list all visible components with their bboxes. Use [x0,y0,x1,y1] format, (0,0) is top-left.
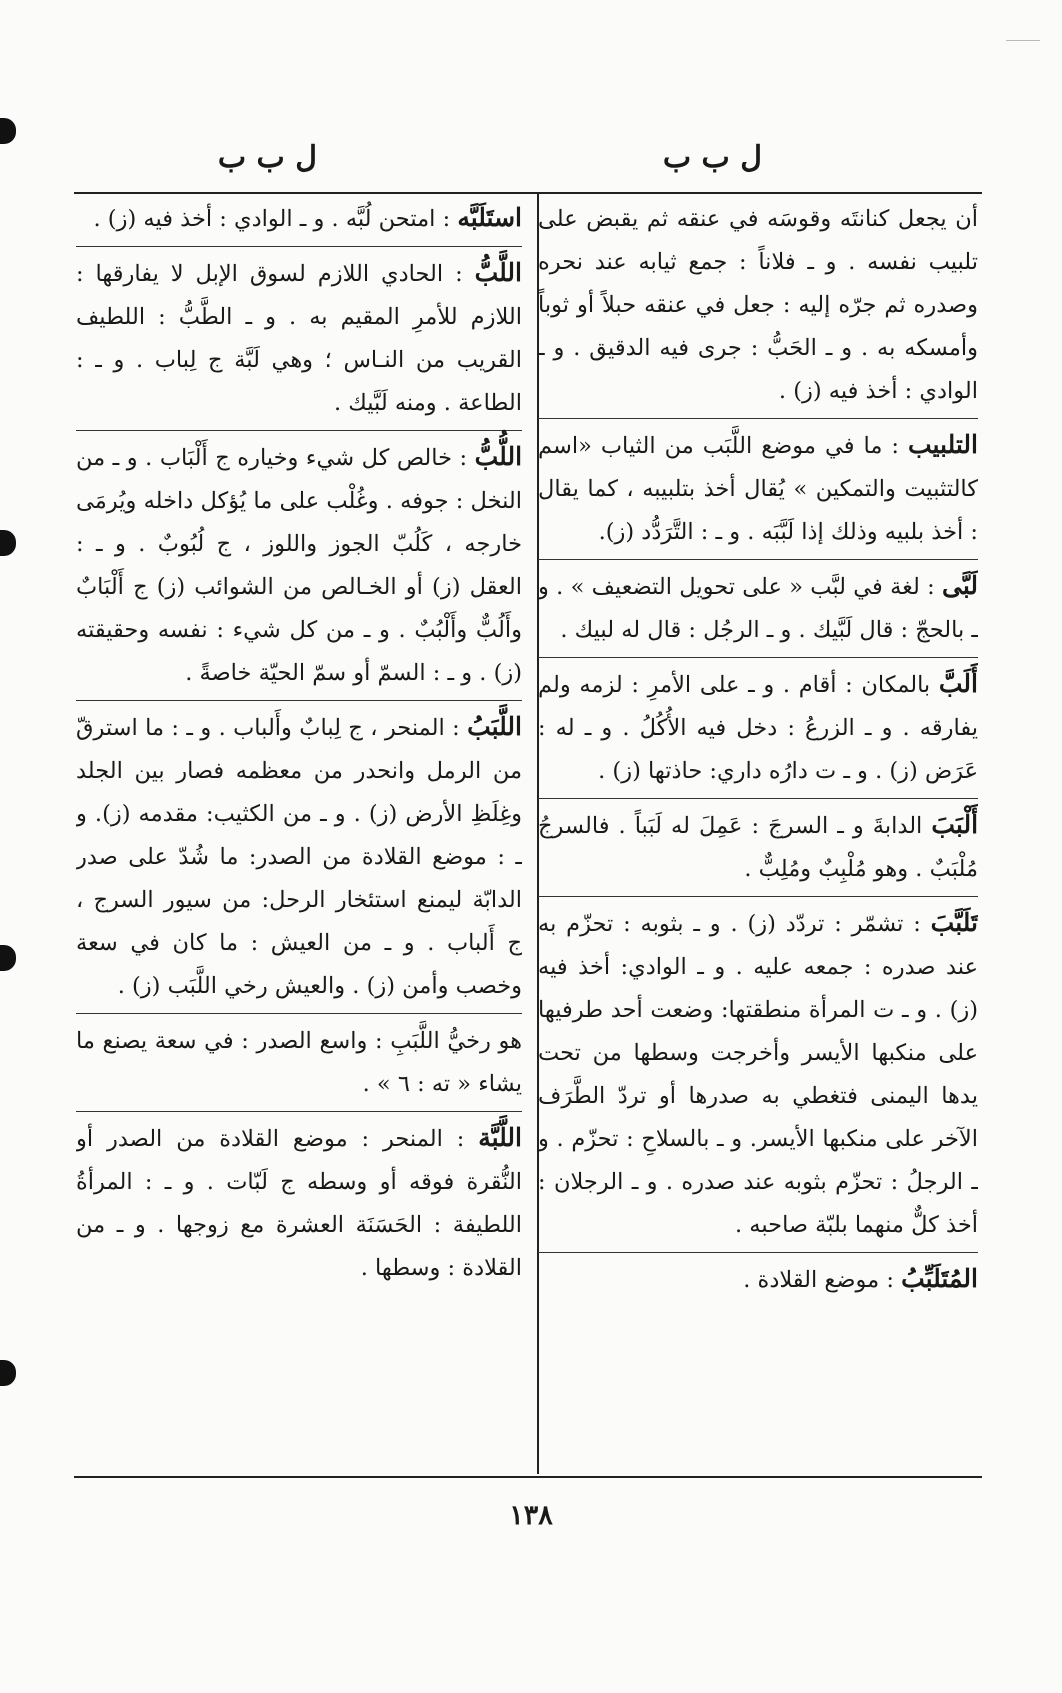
top-rule [74,192,982,194]
dictionary-entry [76,246,522,425]
dictionary-entry [538,418,978,554]
dictionary-entry [538,896,978,1247]
scan-edge-mark [0,118,16,144]
dictionary-entry [76,1013,522,1106]
entry-definition: هو رخيُّ اللَّبَبِ : واسع الصدر : في سعة يصنع ما يشاء « ته : ٦ » . [76,1028,522,1097]
entry-definition: : موضع القلادة . [743,1267,894,1293]
dictionary-entry [538,798,978,891]
entry-definition: أن يجعل كنانتَه وقوسَه في عنقه ثم يقبض على تلبيب نفسه . و ـ فلاناً : جمع ثيابه عند نحره وصدره ثم جرّه إليه : جعل في عنقه حبلاً أو ثوباً وأمسكه به . و ـ الحَبُّ : جرى فيه الدقيق . و ـ الوادي : أخذ فيه (ز) . [538,206,978,404]
entry-headword: المُتَلَبِّبُ [901,1264,978,1293]
entry-definition: بالمكان : أقام . و ـ على الأمرِ : لزمه ولم يفارقه . و ـ الزرعُ : دخل فيه الأُكُلُ . و ـ له : عَرَض (ز) . و ـ ت دارُه داري: حاذتها (ز) . [538,672,978,784]
entry-headword: اللَّبُّ [474,258,522,287]
bottom-rule [74,1476,982,1478]
entry-definition: : المنحر ، ج لِبابٌ وأَلباب . و ـ : ما استرقّ من الرمل وانحدر من معظمه فصار بين الجلد وغِلَظِ الأرض (ز) . و ـ من الكثيب: مقدمه (ز). و ـ : موضع القلادة من الصدر: ما شُدّ على صدر الدابّة ليمنع استئخار الرحل: من سيور السرج ، ج أَلباب . و ـ من العيش : ما كان في سعة وخصب وأمن (ز) . والعيش رخي اللَّبَب (ز) . [76,715,522,999]
entry-headword: أَلَبَّ [938,669,978,698]
entry-definition: : ما في موضع اللَّبَب من الثياب «اسم كالتثبيت والتمكين » يُقال أخذ بتلبيبه ، كما يقال : أخذ بلبيه وذلك إذا لَبَّبَه . و ـ : التَّرَدُّد (ز). [538,433,978,545]
entry-headword: استَلَبَّه [457,203,522,232]
entry-definition: : تشمّر : تردّد (ز) . و ـ بثوبه : تحزّم به عند صدره : جمعه عليه . و ـ الوادي: أخذ فيه (ز) . و ـ ت المرأة منطقتها: وضعت أحد طرفيها على منكبها الأيسر وأخرجت وسطها من تحت يدها اليمنى فتغطي به صدرها أو تردّ الطَّرَف الآخر على منكبها الأيسر. و ـ بالسلاحِ : تحزّم . و ـ الرجلُ : تحزّم بثوبه عند صدره . و ـ الرجلان : أخذ كلٌّ منهما بلبّة صاحبه . [538,911,978,1238]
entry-definition: : الحادي اللازم لسوق الإبل لا يفارقها : اللازم للأمرِ المقيم به . و ـ الطَّبُّ : اللطيف القريب من النـاس ؛ وهي لَبَّة ج لِباب . و ـ : الطاعة . ومنه لَبَّيك . [76,261,522,416]
right-column [538,196,978,1471]
header-root-left: ل ب ب [217,140,317,175]
dictionary-entry [538,657,978,793]
dictionary-entry [76,1111,522,1290]
entry-definition: : خالص كل شيء وخياره ج أَلْبَاب . و ـ من النخل : جوفه . وغُلْب على ما يُؤكل داخله ويُرمَى خارجه ، كَلُبّ الجوز واللوز ، ج لُبُوبٌ . و ـ : العقل (ز) أو الخـالص من الشوائب (ز) ج أَلْبَابٌ وأَلُبٌّ وأَلْبُبٌ . و ـ من كل شيء : نفسه وحقيقته (ز) . و ـ : السمّ أو سمّ الحيّة خاصةً . [76,445,522,686]
entry-definition: : امتحن لُبَّه . و ـ الوادي : أخذ فيه (ز) . [93,206,451,232]
dictionary-entry [76,196,522,241]
page-number: ١٣٨ [509,1500,553,1531]
dictionary-entry [76,430,522,695]
scan-edge-mark [0,945,16,971]
dictionary-entry [76,700,522,1008]
dictionary-entry [538,1252,978,1302]
scan-mark [1006,40,1040,41]
dictionary-entry [538,559,978,652]
entry-headword: أَلْبَبَ [931,810,978,839]
scan-edge-mark [0,530,16,556]
left-column [76,196,522,1471]
entry-definition: الدابةَ و ـ السرجَ : عَمِلَ له لَبَباً . فالسرجُ مُلْبَبٌ . وهو مُلْبِبٌ ومُلِبٌّ . [538,813,978,882]
entry-definition: : المنحر : موضع القلادة من الصدر أو النُّقرة فوقه أو وسطه ج لَبّات . و ـ : المرأةُ اللطيفة : الحَسَنَة العشرة مع زوجها . و ـ من القلادة : وسطها . [76,1126,522,1281]
header-root-right: ل ب ب [662,140,762,175]
entry-headword: اللَّبَّة [478,1123,522,1152]
entry-headword: التلبيب [907,430,978,459]
entry-headword: تَلَبَّبَ [930,908,978,937]
entry-headword: اللَّبَبُ [467,712,522,741]
entry-headword: اللُّبُّ [474,442,522,471]
entry-definition: : لغة في لبَّب « على تحويل التضعيف » . و ـ بالحجّ : قال لَبَّيك . و ـ الرجُل : قال له لبيك . [538,574,978,643]
dictionary-entry [538,196,978,413]
scan-edge-mark [0,1360,16,1386]
entry-headword: لَبَّى [942,571,978,600]
